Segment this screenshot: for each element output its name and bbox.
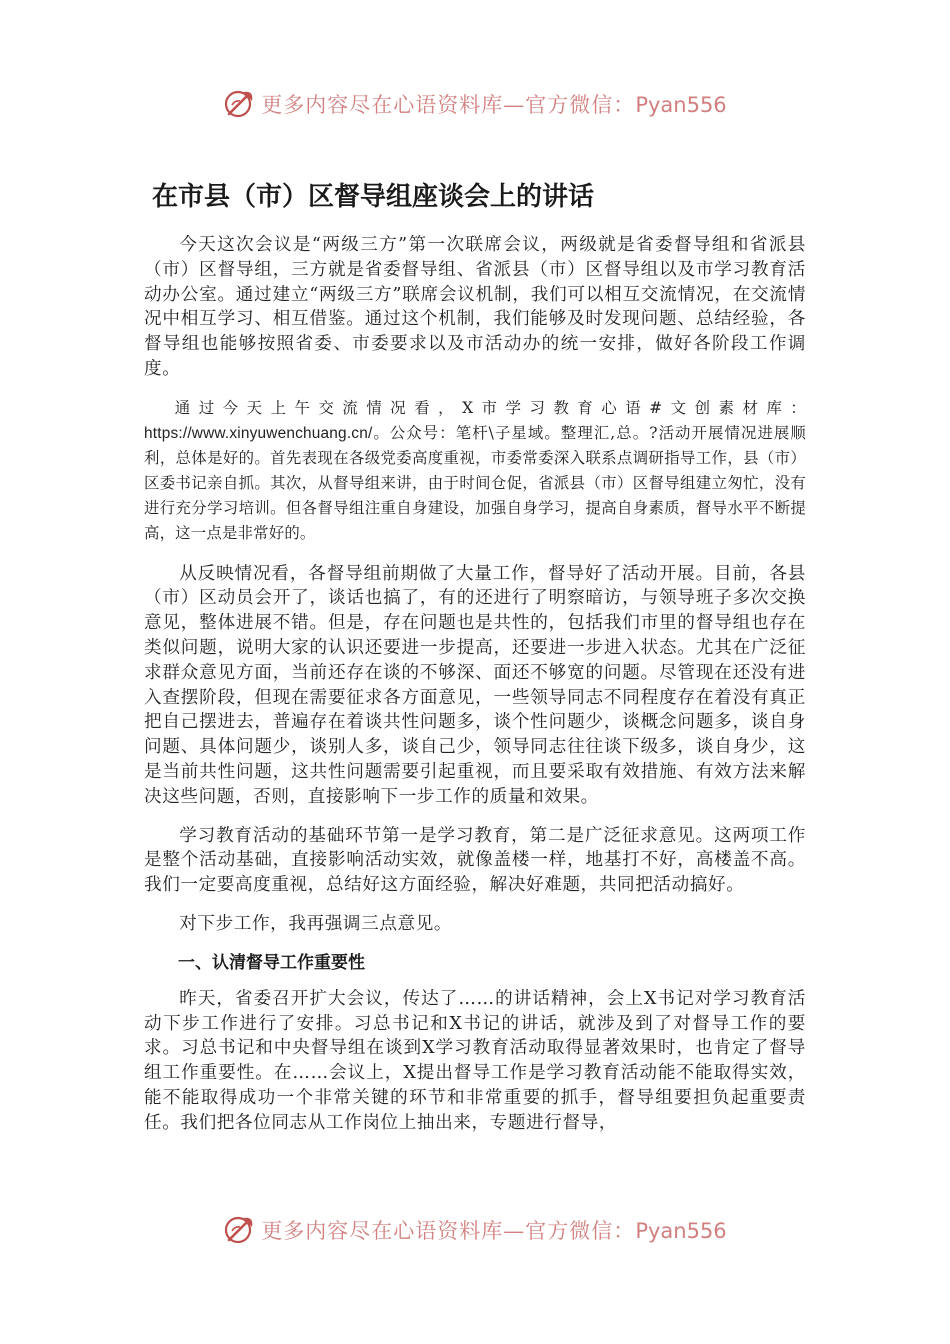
footer-banner <box>0 1210 950 1250</box>
paragraph-5: 对下步工作，我再强调三点意见。 <box>179 913 453 934</box>
paragraph-2-rest: 。公众号：笔杆\子星域。整理汇,总。?活动开展情况进展顺利，总体是好的。首先表现在各级党委高度重视，市委常委深入联系点调研指导工作，县（市）区委书记亲自抓。其次，从督导组来讲，由于时间仓促，省派县（市）区督导组建立匆忙，没有进行充分学习培训。但各督导组注重自身建设，加强自身学习，提高自身素质，督导水平不断提高，这一点是非常好的。 <box>144 423 806 542</box>
paragraph-3: 从反映情况看，各督导组前期做了大量工作，督导好了活动开展。目前，各县（市）区动员会开了，谈话也搞了，有的还进行了明察暗访，与领导班子多次交换意见，整体进展不错。但是，存在问题也是共性的，包括我们市里的督导组也存在类似问题，说明大家的认识还要进一步提高，还要进一步进入状态。尤其在广泛征求群众意见方面，当前还存在谈的不够深、面还不够宽的问题。尽管现在还没有进入查摆阶段，但现在需要征求各方面意见，一些领导同志不同程度存在着没有真正把自己摆进去，普遍存在着谈共性问题多，谈个性问题少，谈概念问题多，谈自身问题、具体问题少，谈别人多，谈自己少，领导同志往往谈下级多，谈自身少，这是当前共性问题，这共性问题需要引起重视，而且要采取有效措施、有效方法来解决这些问题，否则，直接影响下一步工作的质量和效果。 <box>144 563 806 807</box>
section-heading-1: 一、认清督导工作重要性 <box>178 952 365 973</box>
banner-text <box>261 89 726 119</box>
header-banner <box>0 84 950 124</box>
banner-wechat-id: Pyan556 <box>635 93 727 117</box>
document-body <box>144 233 806 1150</box>
paragraph-2-lead: 通过今天上午交流情况看，X市学习教育心语#文创素材库： <box>174 398 806 417</box>
paragraph-6: 昨天，省委召开扩大会议，传达了……的讲话精神，会上X书记对学习教育活动下步工作进行了安排。习总书记和X书记的讲话，就涉及到了对督导工作的要求。习总书记和中央督导组在谈到X学习教育活动取得显著效果时，也肯定了督导组工作重要性。在……会议上，X提出督导工作是学习教育活动能不能取得实效，能不能取得成功一个非常关键的环节和非常重要的抓手，督导组要担负起重要责任。我们把各位同志从工作岗位上抽出来，专题进行督导， <box>144 988 806 1133</box>
paragraph-1: 今天这次会议是“两级三方”第一次联席会议，两级就是省委督导组和省派县（市）区督导组，三方就是省委督导组、省派县（市）区督导组以及市学习教育活动办公室。通过建立“两级三方”联席会议机制，我们可以相互交流情况，在交流情况中相互学习、相互借鉴。通过这个机制，我们能够及时发现问题、总结经验，各督导组也能够按照省委、市委要求以及市活动办的统一安排，做好各阶段工作调度。 <box>144 235 806 379</box>
banner-slogan: 更多内容尽在心语资料库—官方微信： <box>261 1219 636 1243</box>
banner-wechat-id: Pyan556 <box>635 1219 727 1243</box>
banner-text <box>261 1215 726 1245</box>
pen-logo-icon <box>223 1213 257 1247</box>
paragraph-2 <box>144 396 806 546</box>
banner-slogan: 更多内容尽在心语资料库—官方微信： <box>261 93 636 117</box>
document-title: 在市县（市）区督导组座谈会上的讲话 <box>152 182 595 212</box>
source-url-link[interactable]: https://www.xinyuwenchuang.cn/ <box>144 424 373 442</box>
paragraph-4: 学习教育活动的基础环节第一是学习教育，第二是广泛征求意见。这两项工作是整个活动基础，直接影响活动实效，就像盖楼一样，地基打不好，高楼盖不高。我们一定要高度重视，总结好这方面经验，解决好难题，共同把活动搞好。 <box>144 825 806 896</box>
pen-logo-icon <box>223 87 257 121</box>
